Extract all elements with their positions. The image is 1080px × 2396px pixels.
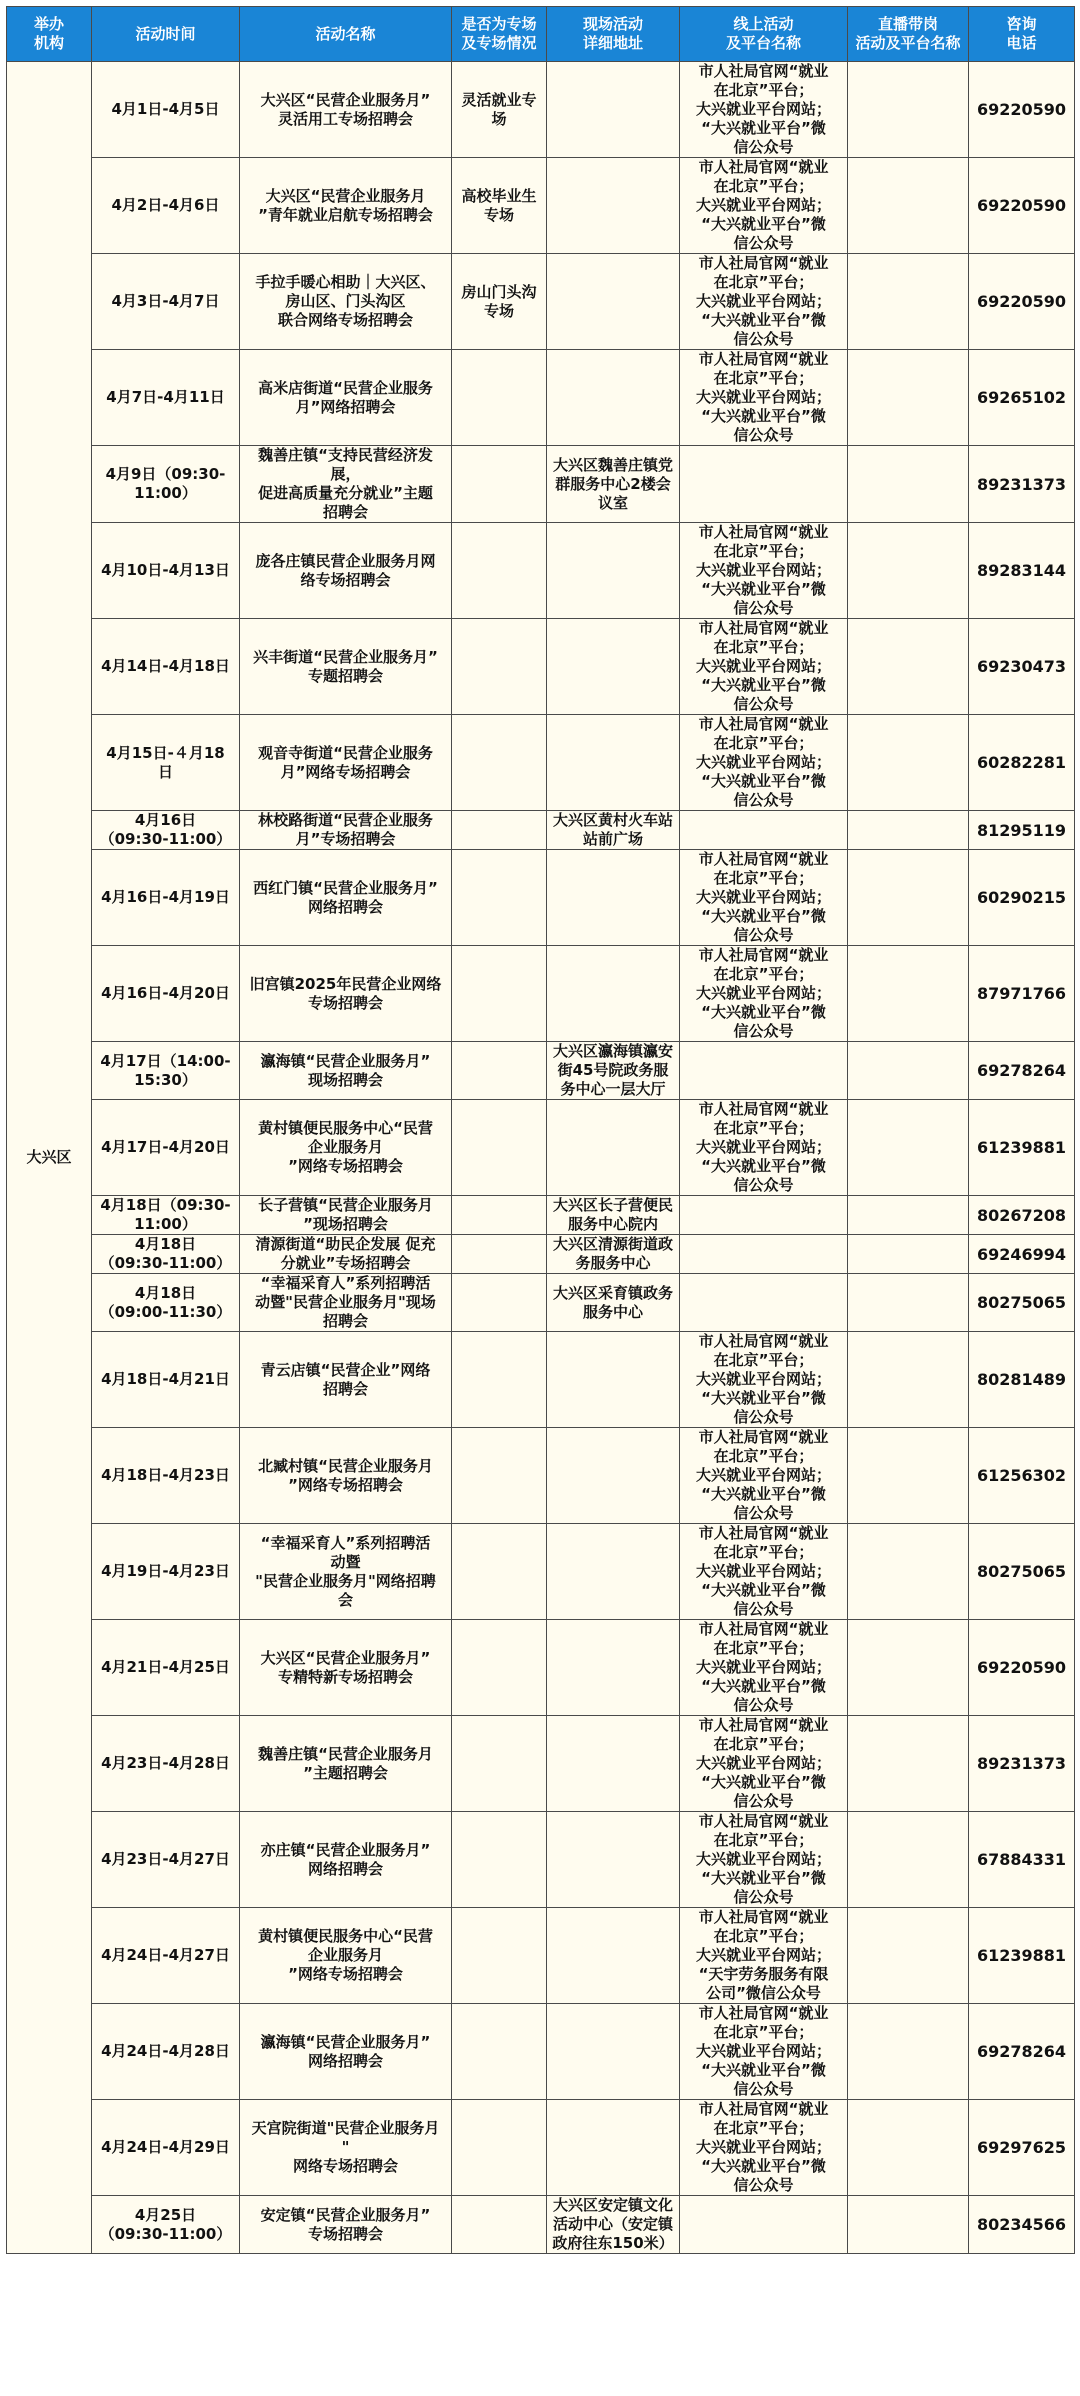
cell-phone: 61239881 — [969, 1100, 1075, 1196]
cell-onsite — [547, 1620, 680, 1716]
cell-onsite — [547, 1908, 680, 2004]
cell-live — [848, 350, 969, 446]
cell-special — [452, 1908, 547, 2004]
cell-live — [848, 2004, 969, 2100]
cell-online — [680, 2196, 848, 2254]
table-row — [7, 446, 1075, 523]
header-special: 是否为专场 及专场情况 — [452, 7, 547, 62]
cell-onsite — [547, 946, 680, 1042]
cell-live — [848, 446, 969, 523]
cell-name: 清源街道“助民企发展 促充 分就业”专场招聘会 — [240, 1235, 452, 1274]
cell-onsite — [547, 715, 680, 811]
table-row — [7, 1100, 1075, 1196]
table-body — [7, 62, 1075, 2254]
cell-live — [848, 1908, 969, 2004]
cell-live — [848, 1428, 969, 1524]
cell-live — [848, 1620, 969, 1716]
cell-phone: 69278264 — [969, 2004, 1075, 2100]
cell-onsite: 大兴区瀛海镇瀛安 街45号院政务服 务中心一层大厅 — [547, 1042, 680, 1100]
cell-time: 4月23日-4月28日 — [92, 1716, 240, 1812]
cell-online — [680, 1196, 848, 1235]
cell-time: 4月17日-4月20日 — [92, 1100, 240, 1196]
cell-special — [452, 1716, 547, 1812]
cell-time: 4月10日-4月13日 — [92, 523, 240, 619]
cell-name: 大兴区“民营企业服务月” 专精特新专场招聘会 — [240, 1620, 452, 1716]
cell-time: 4月23日-4月27日 — [92, 1812, 240, 1908]
cell-phone: 89231373 — [969, 1716, 1075, 1812]
table-row — [7, 1620, 1075, 1716]
cell-phone: 80234566 — [969, 2196, 1075, 2254]
table-row — [7, 2196, 1075, 2254]
cell-name: 瀛海镇“民营企业服务月” 网络招聘会 — [240, 2004, 452, 2100]
cell-phone: 69278264 — [969, 1042, 1075, 1100]
table-row — [7, 1235, 1075, 1274]
table-row — [7, 1716, 1075, 1812]
cell-time: 4月18日 （09:30-11:00） — [92, 1235, 240, 1274]
cell-name: 西红门镇“民营企业服务月” 网络招聘会 — [240, 850, 452, 946]
cell-time: 4月25日 （09:30-11:00） — [92, 2196, 240, 2254]
cell-name: 天宫院街道"民营企业服务月 " 网络专场招聘会 — [240, 2100, 452, 2196]
cell-time: 4月18日 （09:00-11:30） — [92, 1274, 240, 1332]
header-online: 线上活动 及平台名称 — [680, 7, 848, 62]
cell-onsite — [547, 158, 680, 254]
cell-phone: 69220590 — [969, 254, 1075, 350]
table-row — [7, 811, 1075, 850]
cell-name: 观音寺街道“民营企业服务 月”网络专场招聘会 — [240, 715, 452, 811]
cell-online: 市人社局官网“就业 在北京”平台； 大兴就业平台网站； “大兴就业平台”微 信公众号 — [680, 1620, 848, 1716]
cell-time: 4月24日-4月28日 — [92, 2004, 240, 2100]
cell-time: 4月17日（14:00- 15:30） — [92, 1042, 240, 1100]
table-row — [7, 158, 1075, 254]
job-fair-table — [6, 6, 1075, 2254]
cell-onsite: 大兴区清源街道政 务服务中心 — [547, 1235, 680, 1274]
cell-special — [452, 1196, 547, 1235]
cell-onsite — [547, 619, 680, 715]
cell-time: 4月16日-4月19日 — [92, 850, 240, 946]
cell-name: 黄村镇便民服务中心“民营 企业服务月 ”网络专场招聘会 — [240, 1908, 452, 2004]
cell-time: 4月16日 （09:30-11:00） — [92, 811, 240, 850]
header-live: 直播带岗 活动及平台名称 — [848, 7, 969, 62]
cell-special — [452, 811, 547, 850]
cell-phone: 80267208 — [969, 1196, 1075, 1235]
cell-live — [848, 1812, 969, 1908]
cell-phone: 69246994 — [969, 1235, 1075, 1274]
cell-onsite: 大兴区安定镇文化 活动中心（安定镇 政府往东150米） — [547, 2196, 680, 2254]
cell-phone: 89283144 — [969, 523, 1075, 619]
cell-special — [452, 1524, 547, 1620]
cell-special — [452, 2004, 547, 2100]
table-row — [7, 62, 1075, 158]
table-row — [7, 254, 1075, 350]
cell-live — [848, 1524, 969, 1620]
cell-onsite — [547, 1428, 680, 1524]
cell-time: 4月18日-4月23日 — [92, 1428, 240, 1524]
cell-special — [452, 1235, 547, 1274]
cell-online: 市人社局官网“就业 在北京”平台； 大兴就业平台网站； “大兴就业平台”微 信公众号 — [680, 946, 848, 1042]
table-row — [7, 1428, 1075, 1524]
cell-live — [848, 1100, 969, 1196]
table-row — [7, 1812, 1075, 1908]
cell-name: 北臧村镇“民营企业服务月 ”网络专场招聘会 — [240, 1428, 452, 1524]
cell-live — [848, 850, 969, 946]
cell-live — [848, 1042, 969, 1100]
cell-phone: 61239881 — [969, 1908, 1075, 2004]
cell-onsite — [547, 523, 680, 619]
cell-online: 市人社局官网“就业 在北京”平台； 大兴就业平台网站； “大兴就业平台”微 信公众号 — [680, 1524, 848, 1620]
cell-onsite — [547, 2004, 680, 2100]
cell-name: 魏善庄镇“民营企业服务月 ”主题招聘会 — [240, 1716, 452, 1812]
cell-time: 4月18日（09:30- 11:00） — [92, 1196, 240, 1235]
cell-time: 4月15日-４月18 日 — [92, 715, 240, 811]
table-row — [7, 1196, 1075, 1235]
cell-time: 4月18日-4月21日 — [92, 1332, 240, 1428]
cell-special — [452, 2196, 547, 2254]
cell-time: 4月24日-4月27日 — [92, 1908, 240, 2004]
cell-special — [452, 1100, 547, 1196]
cell-online: 市人社局官网“就业 在北京”平台； 大兴就业平台网站； “大兴就业平台”微 信公众号 — [680, 1812, 848, 1908]
cell-phone: 69297625 — [969, 2100, 1075, 2196]
cell-online: 市人社局官网“就业 在北京”平台； 大兴就业平台网站； “大兴就业平台”微 信公众号 — [680, 1100, 848, 1196]
table-row — [7, 1524, 1075, 1620]
cell-onsite: 大兴区黄村火车站 站前广场 — [547, 811, 680, 850]
header-host: 举办 机构 — [7, 7, 92, 62]
cell-online: 市人社局官网“就业 在北京”平台； 大兴就业平台网站； “大兴就业平台”微 信公众号 — [680, 850, 848, 946]
cell-phone: 67884331 — [969, 1812, 1075, 1908]
cell-online: 市人社局官网“就业 在北京”平台； 大兴就业平台网站； “大兴就业平台”微 信公众号 — [680, 523, 848, 619]
cell-online: 市人社局官网“就业 在北京”平台； 大兴就业平台网站； “大兴就业平台”微 信公众号 — [680, 1332, 848, 1428]
table-row — [7, 1332, 1075, 1428]
cell-live — [848, 811, 969, 850]
cell-onsite: 大兴区长子营便民 服务中心院内 — [547, 1196, 680, 1235]
cell-name: 长子营镇“民营企业服务月 ”现场招聘会 — [240, 1196, 452, 1235]
host-cell: 大兴区 — [7, 62, 92, 2254]
cell-phone: 69220590 — [969, 62, 1075, 158]
cell-special — [452, 1332, 547, 1428]
header-phone: 咨询 电话 — [969, 7, 1075, 62]
cell-live — [848, 254, 969, 350]
cell-online — [680, 446, 848, 523]
cell-name: 青云店镇“民营企业”网络 招聘会 — [240, 1332, 452, 1428]
cell-live — [848, 1196, 969, 1235]
cell-time: 4月24日-4月29日 — [92, 2100, 240, 2196]
cell-special — [452, 619, 547, 715]
cell-special: 高校毕业生 专场 — [452, 158, 547, 254]
cell-phone: 81295119 — [969, 811, 1075, 850]
header-time: 活动时间 — [92, 7, 240, 62]
cell-time: 4月3日-4月7日 — [92, 254, 240, 350]
cell-special: 灵活就业专场 — [452, 62, 547, 158]
cell-name: “幸福采育人”系列招聘活 动暨"民营企业服务月"现场 招聘会 — [240, 1274, 452, 1332]
cell-online: 市人社局官网“就业 在北京”平台； 大兴就业平台网站； “天宇劳务服务有限 公司”微信公众号 — [680, 1908, 848, 2004]
cell-name: 安定镇“民营企业服务月” 专场招聘会 — [240, 2196, 452, 2254]
cell-phone: 60282281 — [969, 715, 1075, 811]
cell-onsite — [547, 254, 680, 350]
cell-online: 市人社局官网“就业 在北京”平台； 大兴就业平台网站； “大兴就业平台”微 信公众号 — [680, 158, 848, 254]
cell-live — [848, 1235, 969, 1274]
cell-special — [452, 1620, 547, 1716]
cell-special — [452, 523, 547, 619]
table-row — [7, 1908, 1075, 2004]
table-row — [7, 946, 1075, 1042]
cell-time: 4月19日-4月23日 — [92, 1524, 240, 1620]
cell-onsite: 大兴区采育镇政务 服务中心 — [547, 1274, 680, 1332]
cell-time: 4月9日（09:30- 11:00） — [92, 446, 240, 523]
cell-online: 市人社局官网“就业 在北京”平台； 大兴就业平台网站； “大兴就业平台”微 信公众号 — [680, 1428, 848, 1524]
cell-special — [452, 715, 547, 811]
cell-live — [848, 2100, 969, 2196]
cell-live — [848, 1716, 969, 1812]
cell-live — [848, 1274, 969, 1332]
cell-online — [680, 1235, 848, 1274]
cell-live — [848, 619, 969, 715]
table-row — [7, 715, 1075, 811]
cell-live — [848, 2196, 969, 2254]
cell-phone: 61256302 — [969, 1428, 1075, 1524]
cell-special — [452, 850, 547, 946]
cell-special — [452, 1274, 547, 1332]
cell-name: 大兴区“民营企业服务月” 灵活用工专场招聘会 — [240, 62, 452, 158]
cell-name: 瀛海镇“民营企业服务月” 现场招聘会 — [240, 1042, 452, 1100]
cell-name: 黄村镇便民服务中心“民营 企业服务月 ”网络专场招聘会 — [240, 1100, 452, 1196]
cell-name: 林校路街道“民营企业服务 月”专场招聘会 — [240, 811, 452, 850]
cell-onsite — [547, 1716, 680, 1812]
cell-live — [848, 523, 969, 619]
table-row — [7, 2004, 1075, 2100]
cell-phone: 87971766 — [969, 946, 1075, 1042]
cell-phone: 80281489 — [969, 1332, 1075, 1428]
cell-live — [848, 62, 969, 158]
cell-special — [452, 1042, 547, 1100]
cell-onsite — [547, 850, 680, 946]
cell-live — [848, 715, 969, 811]
cell-special — [452, 446, 547, 523]
cell-live — [848, 158, 969, 254]
cell-phone: 80275065 — [969, 1274, 1075, 1332]
cell-time: 4月16日-4月20日 — [92, 946, 240, 1042]
cell-name: 高米店街道“民营企业服务 月”网络招聘会 — [240, 350, 452, 446]
cell-time: 4月14日-4月18日 — [92, 619, 240, 715]
cell-phone: 69230473 — [969, 619, 1075, 715]
cell-live — [848, 946, 969, 1042]
cell-onsite — [547, 1332, 680, 1428]
cell-online — [680, 1042, 848, 1100]
cell-name: 旧宫镇2025年民营企业网络 专场招聘会 — [240, 946, 452, 1042]
cell-phone: 69220590 — [969, 1620, 1075, 1716]
cell-name: 魏善庄镇“支持民营经济发 展， 促进高质量充分就业”主题 招聘会 — [240, 446, 452, 523]
cell-special — [452, 350, 547, 446]
cell-online: 市人社局官网“就业 在北京”平台； 大兴就业平台网站； “大兴就业平台”微 信公众号 — [680, 350, 848, 446]
table-row — [7, 850, 1075, 946]
cell-online: 市人社局官网“就业 在北京”平台； 大兴就业平台网站； “大兴就业平台”微 信公众号 — [680, 2004, 848, 2100]
cell-time: 4月21日-4月25日 — [92, 1620, 240, 1716]
table-row — [7, 619, 1075, 715]
table-row — [7, 1042, 1075, 1100]
cell-onsite — [547, 2100, 680, 2196]
cell-online: 市人社局官网“就业 在北京”平台； 大兴就业平台网站； “大兴就业平台”微 信公众号 — [680, 254, 848, 350]
cell-time: 4月7日-4月11日 — [92, 350, 240, 446]
cell-special — [452, 1428, 547, 1524]
cell-online: 市人社局官网“就业 在北京”平台； 大兴就业平台网站； “大兴就业平台”微 信公众号 — [680, 62, 848, 158]
header-onsite: 现场活动 详细地址 — [547, 7, 680, 62]
header-row — [7, 7, 1075, 62]
cell-online: 市人社局官网“就业 在北京”平台； 大兴就业平台网站； “大兴就业平台”微 信公众号 — [680, 1716, 848, 1812]
cell-online: 市人社局官网“就业 在北京”平台； 大兴就业平台网站； “大兴就业平台”微 信公众号 — [680, 619, 848, 715]
cell-name: 庞各庄镇民营企业服务月网 络专场招聘会 — [240, 523, 452, 619]
header-name: 活动名称 — [240, 7, 452, 62]
cell-time: 4月1日-4月5日 — [92, 62, 240, 158]
cell-phone: 69220590 — [969, 158, 1075, 254]
cell-name: 手拉手暖心相助｜大兴区、 房山区、门头沟区 联合网络专场招聘会 — [240, 254, 452, 350]
cell-special — [452, 2100, 547, 2196]
cell-time: 4月2日-4月6日 — [92, 158, 240, 254]
cell-online — [680, 811, 848, 850]
cell-onsite — [547, 1812, 680, 1908]
table-row — [7, 2100, 1075, 2196]
cell-special: 房山门头沟 专场 — [452, 254, 547, 350]
cell-name: 大兴区“民营企业服务月 ”青年就业启航专场招聘会 — [240, 158, 452, 254]
cell-phone: 60290215 — [969, 850, 1075, 946]
cell-onsite — [547, 350, 680, 446]
cell-name: 兴丰街道“民营企业服务月” 专题招聘会 — [240, 619, 452, 715]
table-row — [7, 350, 1075, 446]
cell-onsite — [547, 1524, 680, 1620]
cell-onsite — [547, 1100, 680, 1196]
table-row — [7, 1274, 1075, 1332]
cell-online: 市人社局官网“就业 在北京”平台； 大兴就业平台网站； “大兴就业平台”微 信公众号 — [680, 2100, 848, 2196]
cell-phone: 89231373 — [969, 446, 1075, 523]
cell-special — [452, 1812, 547, 1908]
cell-online — [680, 1274, 848, 1332]
cell-live — [848, 1332, 969, 1428]
cell-phone: 80275065 — [969, 1524, 1075, 1620]
cell-name: “幸福采育人”系列招聘活 动暨 "民营企业服务月"网络招聘 会 — [240, 1524, 452, 1620]
cell-phone: 69265102 — [969, 350, 1075, 446]
table-row — [7, 523, 1075, 619]
cell-online: 市人社局官网“就业 在北京”平台； 大兴就业平台网站； “大兴就业平台”微 信公众号 — [680, 715, 848, 811]
cell-onsite: 大兴区魏善庄镇党 群服务中心2楼会 议室 — [547, 446, 680, 523]
cell-special — [452, 946, 547, 1042]
cell-onsite — [547, 62, 680, 158]
cell-name: 亦庄镇“民营企业服务月” 网络招聘会 — [240, 1812, 452, 1908]
